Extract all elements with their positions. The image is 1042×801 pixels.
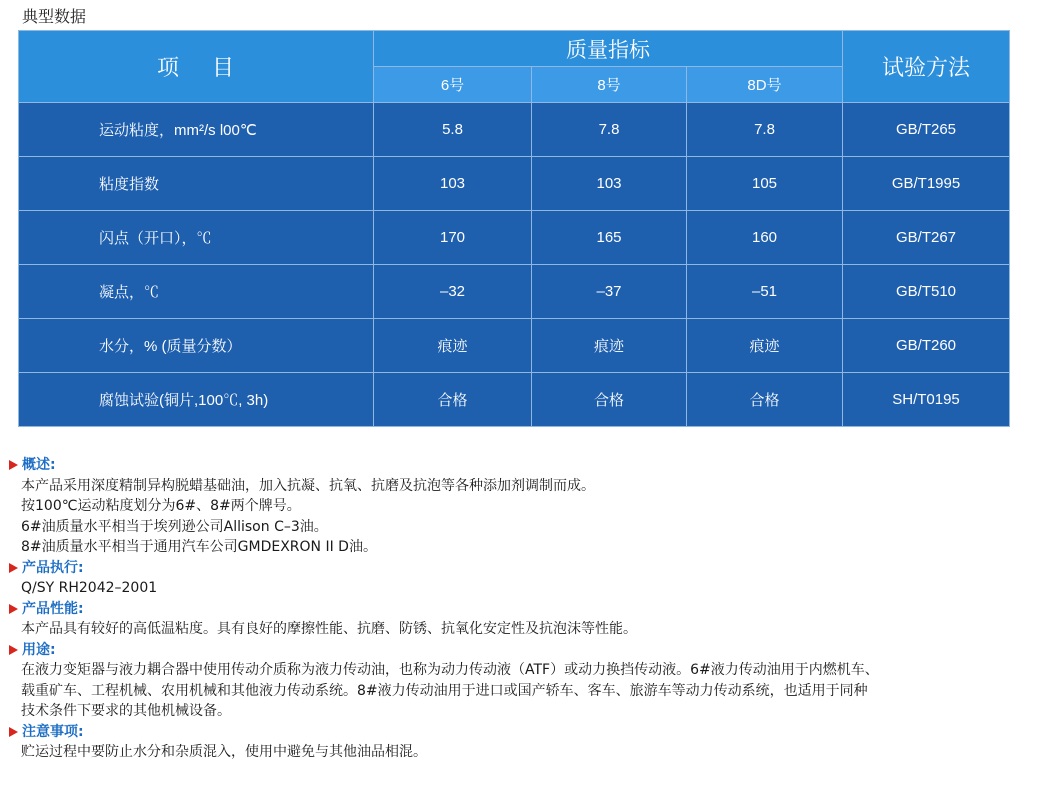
table-row xyxy=(19,373,1010,427)
table-row xyxy=(19,103,1010,157)
product-notes xyxy=(7,455,1037,763)
arrow-right-icon xyxy=(9,563,18,573)
row-value-8: 合格 xyxy=(532,373,687,427)
overview-heading: 概述: xyxy=(7,455,1037,476)
notes-line: 贮运过程中要防止水分和杂质混入，使用中避免与其他油品相混。 xyxy=(21,744,427,760)
row-item: 腐蚀试验(铜片,100℃, 3h) xyxy=(19,373,374,427)
row-value-8: 103 xyxy=(532,157,687,211)
standard-heading: 产品执行: xyxy=(7,558,1037,579)
row-value-6: 5.8 xyxy=(374,103,532,157)
row-value-8d: –51 xyxy=(687,265,843,319)
row-item: 运动粘度，mm²/s l00℃ xyxy=(19,103,374,157)
overview-line: 8#油质量水平相当于通用汽车公司GMDEXRON II D油。 xyxy=(21,539,377,555)
usage-line: 载重矿车、工程机械、农用机械和其他液力传动系统。8#液力传动油用于进口或国产轿车、客车、旅游车等动力传动系统，也适用于同种 xyxy=(21,682,868,699)
performance-heading: 产品性能: xyxy=(7,599,1037,620)
row-method: GB/T265 xyxy=(843,103,1010,157)
row-value-8: 7.8 xyxy=(532,103,687,157)
table-row xyxy=(19,319,1010,373)
usage-line: 在液力变矩器与液力耦合器中使用传动介质称为液力传动油，也称为动力传动液（ATF）或动力换挡传动液。6#液力传动油用于内燃机车、 xyxy=(21,662,879,678)
row-value-8d: 160 xyxy=(687,211,843,265)
typical-data-table xyxy=(18,30,1010,427)
notes-heading: 注意事项: xyxy=(7,722,1037,743)
row-item: 闪点（开口），℃ xyxy=(19,211,374,265)
row-item: 水分，% (质量分数） xyxy=(19,319,374,373)
row-value-6: 103 xyxy=(374,157,532,211)
row-value-6: 合格 xyxy=(374,373,532,427)
header-quality-index: 质量指标 xyxy=(374,31,843,67)
overview-line: 按100℃运动粘度划分为6#、8#两个牌号。 xyxy=(21,498,301,514)
header-grade-8: 8号 xyxy=(532,67,687,103)
row-value-6: 170 xyxy=(374,211,532,265)
row-item: 粘度指数 xyxy=(19,157,374,211)
row-value-8: 165 xyxy=(532,211,687,265)
header-item xyxy=(19,31,374,103)
table-row xyxy=(19,265,1010,319)
row-item: 凝点，℃ xyxy=(19,265,374,319)
arrow-right-icon xyxy=(9,604,18,614)
usage-heading: 用途: xyxy=(7,640,1037,661)
standard-line: Q/SY RH2042–2001 xyxy=(21,580,158,596)
row-value-8d: 7.8 xyxy=(687,103,843,157)
row-method: GB/T1995 xyxy=(843,157,1010,211)
header-test-method: 试验方法 xyxy=(843,31,1010,103)
overview-line: 6#油质量水平相当于埃列逊公司Allison C–3油。 xyxy=(21,518,328,535)
row-method: SH/T0195 xyxy=(843,373,1010,427)
header-grade-8d: 8D号 xyxy=(687,67,843,103)
row-value-8: 痕迹 xyxy=(532,319,687,373)
row-value-8d: 合格 xyxy=(687,373,843,427)
header-grade-6: 6号 xyxy=(374,67,532,103)
row-value-8d: 105 xyxy=(687,157,843,211)
overview-line: 本产品采用深度精制异构脱蜡基础油，加入抗凝、抗氧、抗磨及抗泡等各种添加剂调制而成。 xyxy=(21,477,595,494)
row-value-8: –37 xyxy=(532,265,687,319)
arrow-right-icon xyxy=(9,727,18,737)
header-item-char-2: 目 xyxy=(212,55,236,80)
header-item-char-1: 项 xyxy=(156,55,180,80)
row-value-6: –32 xyxy=(374,265,532,319)
table-row xyxy=(19,211,1010,265)
row-value-6: 痕迹 xyxy=(374,319,532,373)
row-method: GB/T267 xyxy=(843,211,1010,265)
row-method: GB/T260 xyxy=(843,319,1010,373)
performance-line: 本产品具有较好的高低温粘度。具有良好的摩擦性能、抗磨、防锈、抗氧化安定性及抗泡沫等性能。 xyxy=(21,621,637,637)
arrow-right-icon xyxy=(9,645,18,655)
table-row xyxy=(19,157,1010,211)
row-method: GB/T510 xyxy=(843,265,1010,319)
arrow-right-icon xyxy=(9,460,18,470)
usage-line: 技术条件下要求的其他机械设备。 xyxy=(21,703,231,719)
page-title: 典型数据 xyxy=(22,7,87,26)
row-value-8d: 痕迹 xyxy=(687,319,843,373)
